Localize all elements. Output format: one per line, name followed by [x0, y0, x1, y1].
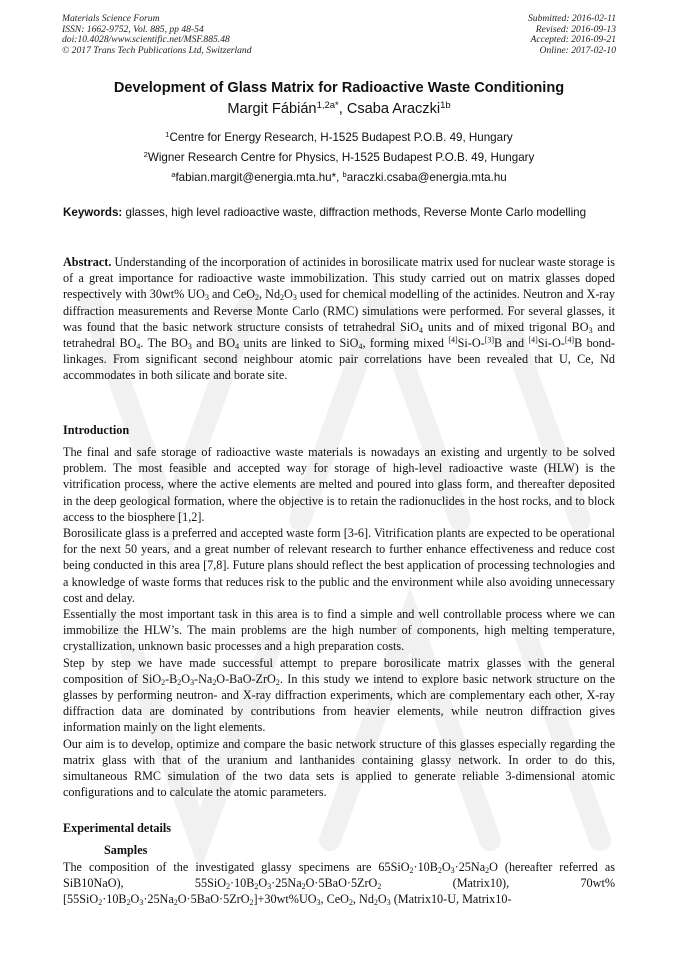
email-link[interactable]: araczki.csaba@energia.mta.hu — [346, 171, 507, 184]
paragraph: Our aim is to develop, optimize and compare the basic network structure of this glasses especially regarding the matrix glass with that of the uranium and lanthanides containing glassy network. In order to do this, simultaneous RMC simulation of the two data sets is applied to generate reliable 3-dimensional atomic configurations and to calculate the atomic parameters. — [63, 736, 615, 800]
paragraph: Essentially the most important task in this area is to find a simple and well controllable process where we can immobilize the HLW’s. The main problems are the high number of components, high melting temperature, crystallization, unknown basic processes and a high preparation costs. — [63, 607, 615, 654]
paragraph: The final and safe storage of radioactive waste materials is nowadays an existing and urgently to be solved problem. The most feasible and accepted way for storage of high-level radioactive waste (HLW) is the vitrification process, where the active elements are melted and poured into glass form, and thereafter deposited in the deep geological formation, where the objective is to retain the radionuclides in the host rocks, and to block access to the biosphere [1,2]. — [63, 445, 615, 524]
affiliation-1: $^1$Centre for Energy Research, H-1525 Budapest P.O.B. 49, Hungary — [165, 129, 513, 144]
author-superscript: 1,2a* — [316, 99, 339, 111]
introduction-body — [63, 444, 615, 800]
paragraph: Step by step we have made successful attempt to prepare borosilicate matrix glasses with the general composition of $SiO_2-B_2O_3-Na_2O-BaO-ZrO_2$. In this study we intend to explore basic network structure on the glasses by performing neutron- and X-ray diffraction experiments, which are complementary each other, X-ray diffraction data are dominated by contributions from heavier elements, while neutron diffraction gives information mainly on the light elements. — [63, 655, 615, 735]
abstract-text: Understanding of the incorporation of actinides in borosilicate matrix used for nuclear waste storage is of a great importance for radioactive waste immobilization. This study carried out on matrix glasses doped respectively with 30wt% $UO_3$ and CeO$_2$, $Nd_2O_3$ used for chemical modelling of the actinides. Neutron and X-ray diffraction measurements and Reverse Monte Carlo (RMC) simulations were performed. For several glasses, it was found that the basic network structure consists of tetrahedral SiO$_4$ units and of mixed trigonal $BO_3$ and tetrahedral $BO_4$. The $BO_3$ and $BO_4$ units are linked to SiO$_4$, forming mixed [4]Si-O-[3]B and [4]Si-O-[4]B bond-linkages. From significant second neighbour atomic pair correlations have been revealed that U, Ce, Nd accommodates in both silicate and borate site. — [63, 255, 616, 383]
paragraph: Borosilicate glass is a preferred and accepted waste form [3-6]. Vitrification plants are expected to be operational for the next 50 years, and a great number of relevant research to further enhance effectiveness and reduce cost being conducted in this area [7,8]. Future plans should reflect the best application of processing technologies and a knowledge of waste forms that reduces risk to the public and the environment while also avoiding unnecessary cost and delay. — [63, 526, 615, 605]
journal-name: Materials Science Forum — [62, 13, 160, 24]
keywords-label: Keywords: — [63, 206, 123, 219]
accepted-date: Accepted: 2016-09-21 — [530, 34, 616, 46]
issn: ISSN: 1662-9752, Vol. 885, pp 48-54 — [62, 23, 204, 35]
affiliation-2: $^2$Wigner Research Centre for Physics, H-1525 Budapest P.O.B. 49, Hungary — [143, 149, 535, 164]
email-link[interactable]: fabian.margit@energia.mta.hu*, — [175, 171, 343, 184]
copyright: © 2017 Trans Tech Publications Ltd, Switzerland — [62, 44, 252, 56]
section-heading-experimental: Experimental details — [63, 821, 171, 835]
submitted-date: Submitted: 2016-02-11 — [527, 13, 616, 24]
samples-body: The composition of the investigated glassy specimens are $65SiO_2\cdot 10B_2O_3\cdot 25Na_2O$ (hereafter referred as SiB10NaO), $55SiO_2\cdot 10B_2O_3\cdot 25Na_2O\cdot 5BaO\cdot 5ZrO_2$ (Matrix10), $70wt\%[55SiO_2\cdot 10B_2O_3\cdot 25Na_2O\cdot 5BaO\cdot 5ZrO_2]+30wt\%UO_3$, CeO$_2$, $Nd_2O_3$ (Matrix10-U, Matrix10- — [63, 860, 615, 908]
online-date: Online: 2017-02-10 — [539, 44, 616, 56]
author-emails: $^a$fabian.margit@energia.mta.hu*, $^b$araczki.csaba@energia.mta.hu — [171, 169, 507, 184]
author-name: Csaba Araczki — [346, 101, 441, 117]
doi: doi:10.4028/www.scientific.net/MSF.885.48 — [62, 34, 230, 46]
author-name: Margit Fábián — [227, 101, 317, 117]
keywords-text: glasses, high level radioactive waste, diffraction methods, Reverse Monte Carlo modelling — [122, 206, 587, 219]
author-list — [40, 101, 638, 117]
paper-title: Development of Glass Matrix for Radioactive Waste Conditioning — [113, 80, 565, 96]
subsection-heading-samples: Samples — [104, 843, 148, 857]
section-heading-introduction: Introduction — [63, 423, 130, 437]
abstract-label: Abstract. — [63, 255, 112, 269]
keywords — [63, 205, 615, 221]
revised-date: Revised: 2016-09-13 — [535, 23, 616, 35]
author-superscript: 1b — [440, 99, 451, 111]
abstract — [63, 254, 615, 384]
author-separator: , — [338, 101, 347, 117]
